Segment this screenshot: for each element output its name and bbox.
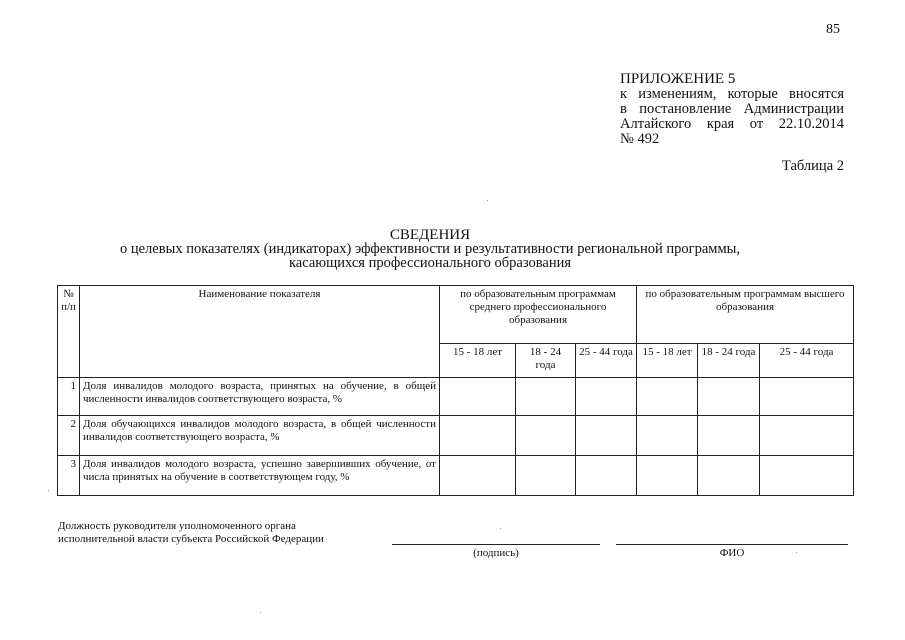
row-indicator: Доля инвалидов молодого возраста, успешно завершивших обучение, от числа принятых на обучение в соответствующем году, % [80, 456, 440, 496]
row-indicator: Доля обучающихся инвалидов молодого возраста, в общей численности инвалидов соответствующего возраста, % [80, 416, 440, 456]
cell-empty [440, 378, 516, 416]
header-group-secondary: по образовательным программам среднего профессионального образования [440, 286, 637, 344]
scan-speck [260, 612, 261, 613]
appendix-line-4: № 492 [620, 131, 660, 147]
signature-line [392, 544, 600, 545]
header-age-6: 25 - 44 года [760, 344, 854, 378]
header-age-5: 18 - 24 года [698, 344, 760, 378]
scan-speck [48, 490, 49, 491]
table-row [58, 378, 854, 416]
cell-empty [637, 378, 698, 416]
cell-empty [698, 416, 760, 456]
header-age-2: 18 - 24 года [516, 344, 576, 378]
header-indicator: Наименование показателя [80, 286, 440, 378]
header-age-4: 15 - 18 лет [637, 344, 698, 378]
cell-empty [698, 378, 760, 416]
cell-empty [576, 378, 637, 416]
name-line [616, 544, 848, 545]
header-num: № п/п [58, 286, 80, 378]
scan-speck [796, 552, 797, 553]
row-num: 1 [58, 378, 80, 416]
table-label: Таблица 2 [781, 158, 844, 174]
cell-empty [440, 416, 516, 456]
row-indicator: Доля инвалидов молодого возраста, принятых на обучение, в общей численности инвалидов соответствующего возраста, % [80, 378, 440, 416]
header-age-1: 15 - 18 лет [440, 344, 516, 378]
cell-empty [516, 416, 576, 456]
document-title: СВЕДЕНИЯ [389, 227, 471, 243]
cell-empty [440, 456, 516, 496]
cell-empty [637, 456, 698, 496]
cell-empty [516, 378, 576, 416]
appendix-line-2: в постановление Администрации [620, 101, 844, 117]
page-number: 85 [826, 22, 840, 37]
header-age-3: 25 - 44 года [576, 344, 637, 378]
cell-empty [576, 456, 637, 496]
cell-empty [698, 456, 760, 496]
scan-speck [500, 528, 501, 529]
table-header-row-1 [58, 286, 854, 344]
document-subtitle-2: касающихся профессионального образования [288, 255, 572, 271]
cell-empty [516, 456, 576, 496]
cell-empty [760, 378, 854, 416]
document-subtitle-1: о целевых показателях (индикаторах) эффективности и результативности региональной программы, [119, 241, 741, 257]
indicators-table [57, 285, 854, 496]
name-label: ФИО [719, 547, 745, 559]
position-label [58, 520, 324, 546]
row-num: 3 [58, 456, 80, 496]
cell-empty [760, 416, 854, 456]
row-num: 2 [58, 416, 80, 456]
table-row [58, 416, 854, 456]
header-group-higher: по образовательным программам высшего образования [637, 286, 854, 344]
appendix-heading: ПРИЛОЖЕНИЕ 5 [620, 71, 736, 87]
position-line-1: Должность руководителя уполномоченного органа [58, 520, 296, 532]
position-line-2: исполнительной власти субъекта Российской Федерации [58, 533, 324, 545]
table-row [58, 456, 854, 496]
scan-speck [487, 200, 488, 201]
cell-empty [760, 456, 854, 496]
cell-empty [576, 416, 637, 456]
signature-label: (подпись) [473, 547, 519, 559]
appendix-block [620, 72, 844, 147]
appendix-line-3: Алтайского края от 22.10.2014 [620, 116, 844, 132]
cell-empty [637, 416, 698, 456]
appendix-line-1: к изменениям, которые вносятся [620, 86, 844, 102]
title-block [80, 228, 780, 270]
